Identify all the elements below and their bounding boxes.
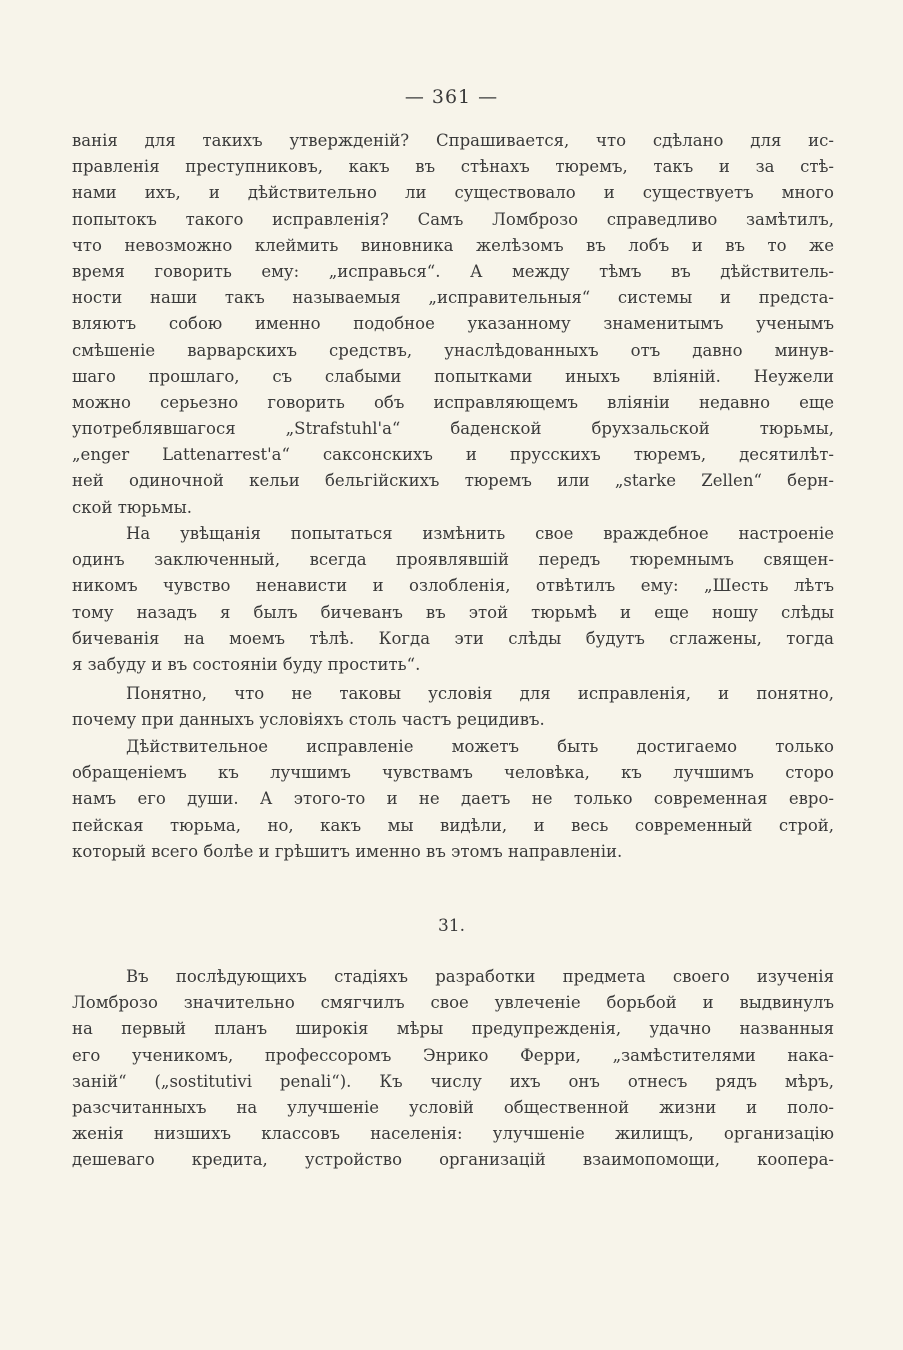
text-line: шаго прошлаго, съ слабыми попытками иныхъ вліяній. Неужели [72,366,834,386]
text-line: Въ послѣдующихъ стадіяхъ разработки предмета своего изученія [126,967,834,986]
text-line: который всего болѣе и грѣшитъ именно въ этомъ направленіи. [72,841,623,861]
paragraph-3 [72,681,834,733]
text-line: я забуду и въ состояніи буду простить“. [72,654,421,674]
text-line: ской тюрьмы. [72,497,192,517]
text-line: тому назадъ я былъ бичеванъ въ этой тюрьмѣ и еще ношу слѣды [72,602,834,622]
text-line: что невозможно клеймить виновника желѣзомъ въ лобъ и въ то же [72,235,834,255]
text-line: его ученикомъ, профессоромъ Энрико Ферри, „замѣстителями нака- [72,1045,834,1065]
paragraph-4 [72,734,834,865]
text-line: обращеніемъ къ лучшимъ чувствамъ человѣка, къ лучшимъ сторо [72,763,834,783]
text-line: ванія для такихъ утвержденій? Спрашивается, что сдѣлано для ис- [72,131,834,150]
text-line: ности наши такъ называемыя „исправительныя“ системы и предста- [72,288,834,308]
text-line: пейская тюрьма, но, какъ мы видѣли, и весь современный строй, [72,815,834,835]
text-line: почему при данныхъ условіяхъ столь частъ рецидивъ. [72,710,545,730]
text-line: вляютъ собою именно подобное указанному знаменитымъ ученымъ [72,314,834,334]
paragraph-2 [72,521,834,678]
text-line: время говорить ему: „исправься“. А между тѣмъ въ дѣйствитель- [72,261,834,281]
text-line: разсчитанныхъ на улучшеніе условій общественной жизни и поло- [72,1097,834,1117]
page-number: — 361 — [404,86,499,108]
text-line: одинъ заключенный, всегда проявлявшій передъ тюремнымъ священ- [72,550,834,570]
text-line: ней одиночной кельи бельгійскихъ тюремъ или „starke Zellen“ берн- [72,471,834,491]
section-number: 31. [437,916,466,936]
text-line: нами ихъ, и дѣйствительно ли существовало и существуетъ много [72,183,834,203]
text-line: На увѣщанія попытаться измѣнить свое враждебное настроеніе [126,524,834,543]
text-line: бичеванія на моемъ тѣлѣ. Когда эти слѣды будутъ сглажены, тогда [72,628,834,648]
paragraph-1 [72,128,834,521]
text-line: дешеваго кредита, устройство организацій взаимопомощи, коопера- [72,1150,834,1170]
text-line: правленія преступниковъ, какъ въ стѣнахъ тюремъ, такъ и за стѣ- [72,157,834,177]
text-line: Ломброзо значительно смягчилъ свое увлеченіе борьбой и выдвинулъ [72,993,834,1013]
text-line: можно серьезно говорить объ исправляющемъ вліяніи недавно еще [72,392,834,412]
text-line: попытокъ такого исправленія? Самъ Ломброзо справедливо замѣтилъ, [72,209,834,229]
text-line: на первый планъ широкія мѣры предупрежденія, удачно названныя [72,1019,834,1039]
text-line: заній“ („sostitutivi penali“). Къ числу ихъ онъ отнесъ рядъ мѣръ, [72,1071,834,1091]
text-line: никомъ чувство ненависти и озлобленія, отвѣтилъ ему: „Шесть лѣтъ [72,576,834,596]
text-line: намъ его души. А этого-то и не даетъ не только современная евро- [72,789,834,809]
paragraph-5 [72,964,834,1174]
text-line: Понятно, что не таковы условія для исправленія, и понятно, [126,684,834,703]
text-line: „enger Lattenarrest'a“ саксонскихъ и прусскихъ тюремъ, десятилѣт- [72,445,834,465]
text-line: употреблявшагося „Strafstuhl'a“ баденской брухзальской тюрьмы, [72,419,834,439]
text-line: Дѣйствительное исправленіе можетъ быть достигаемо только [126,737,834,756]
text-line: женія низшихъ классовъ населенія: улучшеніе жилищъ, организацію [72,1124,834,1144]
text-line: смѣшеніе варварскихъ средствъ, унаслѣдованныхъ отъ давно минув- [72,340,834,360]
